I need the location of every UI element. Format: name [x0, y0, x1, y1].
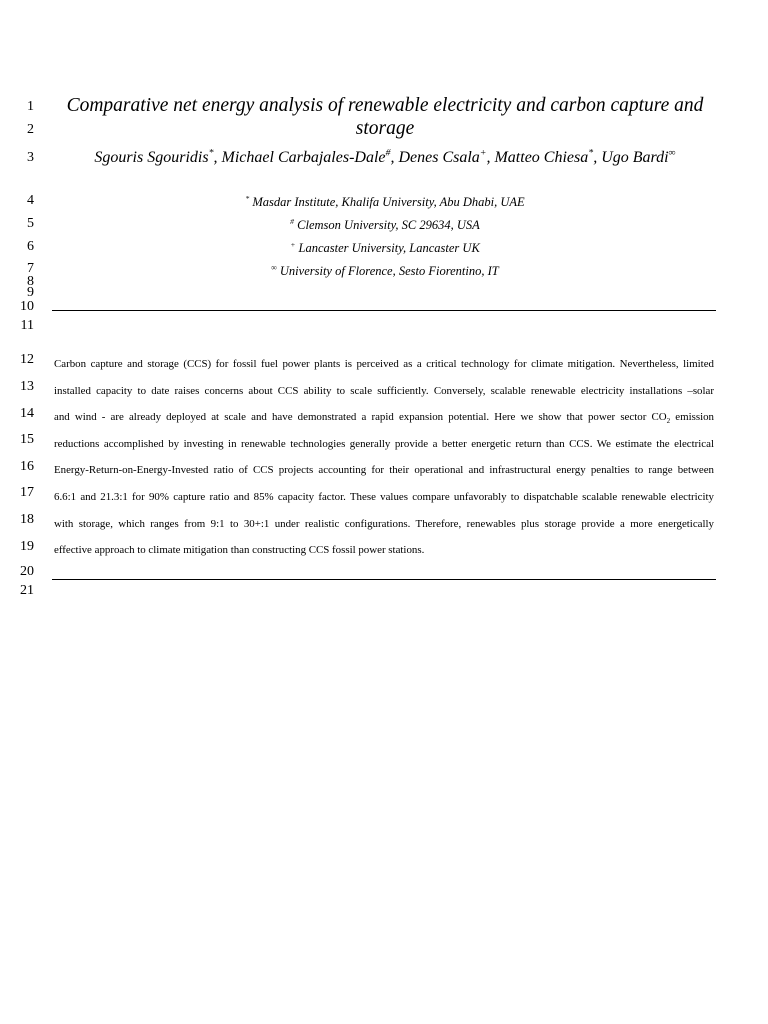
abstract-line: 6.6:1 and 21.3:1 for 90% capture ratio and 85% capacity factor. These values compare unfavorably to dispatchable scalable renewable electricity: [54, 490, 714, 503]
line-number: 8: [27, 274, 34, 289]
line-number: 10: [20, 299, 34, 314]
line-number: 20: [20, 564, 34, 579]
affiliation-mark: #: [290, 216, 295, 226]
author-mark: #: [385, 147, 391, 159]
author-name: Matteo Chiesa: [494, 149, 589, 166]
affiliation-mark: +: [290, 239, 296, 249]
affiliation-text: University of Florence, Sesto Fiorentino, IT: [279, 264, 499, 278]
affiliation-mark: *: [245, 193, 250, 203]
line-number: 2: [27, 122, 34, 137]
abstract-text: and wind - are already deployed at scale and have demonstrated a rapid expansion potential. Here we show that power sector CO: [54, 411, 667, 424]
affiliation: [52, 195, 718, 209]
line-number: 6: [27, 239, 34, 254]
abstract-line: Energy-Return-on-Energy-Invested ratio of CCS projects accounting for their operational and infrastructural energy penalties to range between: [54, 464, 714, 477]
affiliation: [52, 218, 718, 232]
line-number: 1: [27, 99, 34, 114]
abstract-line: reductions accomplished by investing in renewable technologies generally provide a better energetic return than CCS. We estimate the electrical: [54, 437, 714, 450]
line-number: 21: [20, 583, 34, 598]
line-number: 17: [20, 485, 34, 500]
line-number: 14: [20, 406, 34, 421]
title-line-2: storage: [355, 118, 415, 139]
line-number: 15: [20, 432, 34, 447]
paper-title: [52, 94, 718, 140]
affiliation-mark: ∞: [271, 262, 277, 272]
author-name: Ugo Bardi: [601, 149, 669, 166]
author-list: Sgouris Sgouridis*, Michael Carbajales-Dale#, Denes Csala+, Matteo Chiesa*, Ugo Bardi∞: [94, 147, 676, 166]
line-number: 16: [20, 459, 34, 474]
affiliation: [52, 241, 718, 255]
line-number: 5: [27, 216, 34, 231]
author-mark: ∞: [668, 147, 676, 159]
line-number: 9: [27, 285, 34, 300]
abstract: [54, 351, 714, 564]
top-divider: [52, 310, 716, 311]
author-name: Michael Carbajales-Dale: [221, 149, 386, 166]
author-mark: +: [479, 147, 487, 159]
line-number: 12: [20, 352, 34, 367]
abstract-line: Carbon capture and storage (CCS) for fossil fuel power plants is perceived as a critical technology for climate mitigation. Nevertheless, limited: [54, 358, 714, 370]
abstract-line: with storage, which ranges from 9:1 to 30+:1 under realistic configurations. Therefore, renewables plus storage provide a more energetically: [54, 517, 714, 530]
line-number: 7: [27, 261, 34, 276]
abstract-line: installed capacity to date raises concerns about CCS ability to scale sufficiently. Conversely, scalable renewable electricity installations –solar: [54, 384, 714, 397]
author-mark: *: [208, 147, 214, 159]
line-number: 4: [27, 193, 34, 208]
affiliation-text: Lancaster University, Lancaster UK: [298, 241, 480, 255]
abstract-line: effective approach to climate mitigation than constructing CCS fossil power stations.: [54, 544, 425, 557]
author-name: Sgouris Sgouridis: [94, 149, 209, 166]
title-line-1: Comparative net energy analysis of renewable electricity and carbon capture and: [66, 95, 704, 116]
line-number: 19: [20, 539, 34, 554]
affiliation-text: Masdar Institute, Khalifa University, Abu Dhabi, UAE: [252, 195, 525, 209]
bottom-divider: [52, 579, 716, 580]
line-number: 18: [20, 512, 34, 527]
line-number: 11: [20, 318, 34, 333]
co2-subscript: 2: [666, 417, 671, 426]
author-name: Denes Csala: [398, 149, 480, 166]
affiliation: [52, 264, 718, 278]
author-mark: *: [588, 147, 594, 159]
abstract-text: emission: [670, 411, 715, 424]
abstract-line: [54, 404, 714, 431]
line-number: 3: [27, 150, 34, 165]
affiliation-text: Clemson University, SC 29634, USA: [297, 218, 480, 232]
line-number: 13: [20, 379, 34, 394]
